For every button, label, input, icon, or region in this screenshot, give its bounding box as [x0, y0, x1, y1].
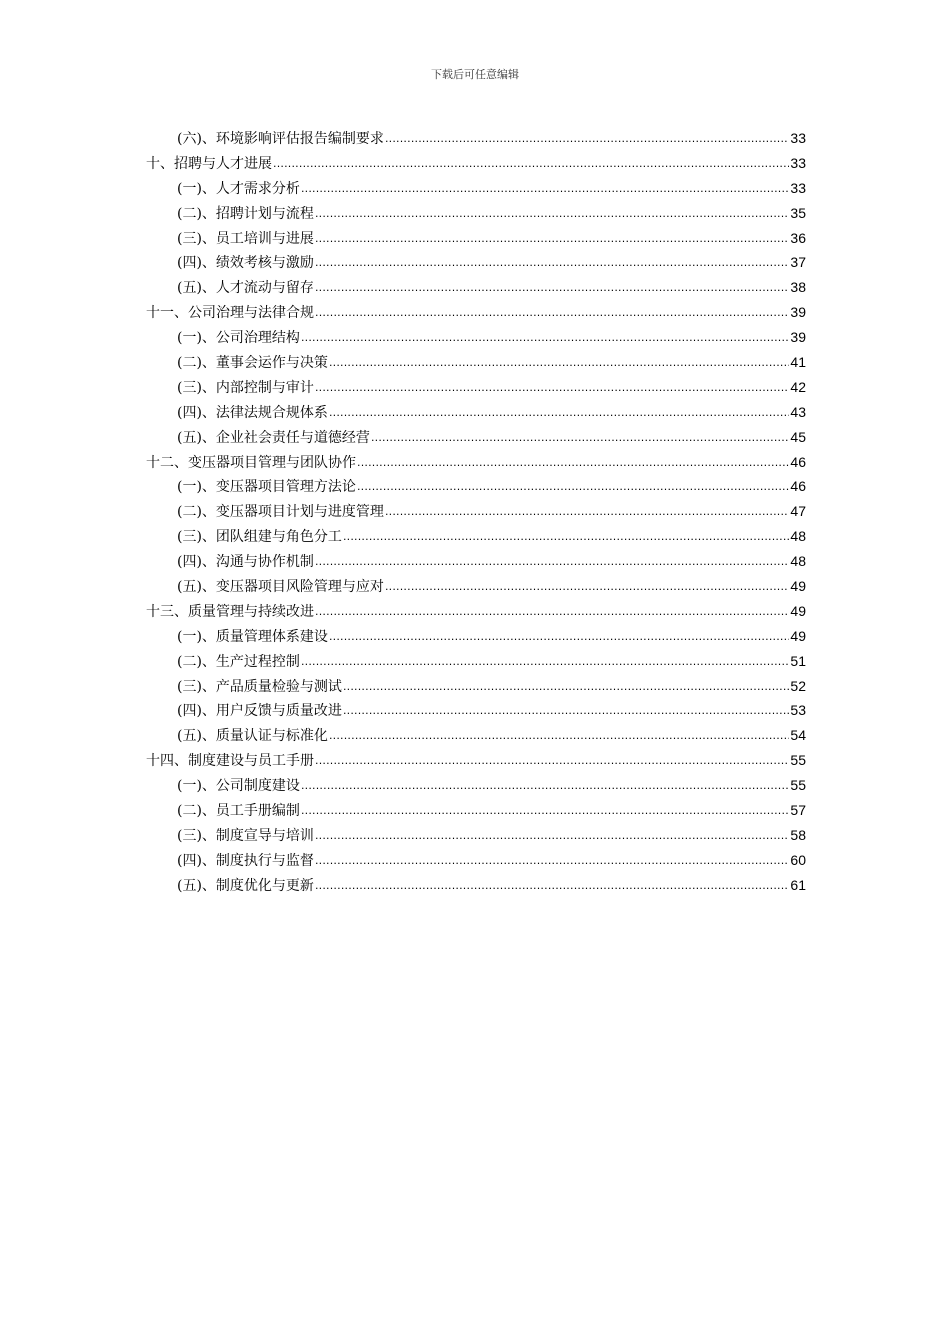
toc-entry-title: 十一、公司治理与法律合规 — [146, 305, 314, 322]
toc-section-entry[interactable] — [146, 873, 806, 898]
toc-entry-page-number: 58 — [790, 826, 806, 843]
toc-entry-page-number: 33 — [790, 130, 806, 146]
toc-entry-page-number: 37 — [790, 254, 806, 271]
toc-entry-page-number: 47 — [790, 503, 806, 520]
toc-section-entry[interactable] — [146, 325, 806, 350]
toc-entry-page-number: 60 — [790, 851, 806, 868]
toc-entry-title: (五)、人才流动与留存 — [177, 280, 314, 297]
toc-entry-page-number: 33 — [790, 154, 806, 171]
toc-section-entry[interactable] — [146, 250, 806, 275]
toc-dot-leader — [301, 798, 789, 824]
toc-section-entry[interactable] — [146, 624, 806, 649]
toc-entry-title: (四)、法律法规合规体系 — [177, 404, 328, 421]
toc-chapter-entry[interactable] — [146, 748, 806, 773]
toc-dot-leader — [315, 873, 789, 899]
toc-entry-title: (四)、沟通与协作机制 — [177, 554, 314, 571]
toc-entry-title: 十、招聘与人才进展 — [146, 155, 272, 172]
toc-entry-title: (三)、团队组建与角色分工 — [177, 529, 342, 546]
toc-dot-leader — [385, 126, 789, 152]
toc-entry-title: (四)、制度执行与监督 — [177, 852, 314, 869]
toc-entry-title: (五)、企业社会责任与道德经营 — [177, 429, 370, 446]
toc-chapter-entry[interactable] — [146, 599, 806, 624]
toc-section-entry[interactable] — [146, 773, 806, 798]
toc-entry-page-number: 46 — [790, 453, 806, 470]
toc-section-entry[interactable] — [146, 400, 806, 425]
toc-chapter-entry[interactable] — [146, 450, 806, 475]
toc-entry-page-number: 36 — [790, 229, 806, 246]
toc-entry-page-number: 49 — [790, 627, 806, 644]
toc-entry-title: (二)、董事会运作与决策 — [177, 355, 328, 372]
toc-section-entry[interactable] — [146, 823, 806, 848]
toc-dot-leader — [357, 450, 789, 476]
toc-entry-title: 十三、质量管理与持续改进 — [146, 603, 314, 620]
toc-entry-title: (三)、内部控制与审计 — [177, 379, 314, 396]
toc-entry-title: (一)、人才需求分析 — [177, 180, 300, 197]
toc-entry-title: (一)、公司制度建设 — [177, 778, 300, 795]
toc-entry-page-number: 48 — [790, 553, 806, 570]
toc-section-entry[interactable] — [146, 474, 806, 499]
toc-entry-page-number: 35 — [790, 204, 806, 221]
toc-dot-leader — [385, 574, 789, 600]
toc-entry-page-number: 38 — [790, 279, 806, 296]
toc-entry-page-number: 53 — [790, 702, 806, 719]
toc-section-entry[interactable] — [146, 574, 806, 599]
toc-dot-leader — [329, 723, 789, 749]
toc-entry-page-number: 43 — [790, 403, 806, 420]
toc-dot-leader — [343, 524, 789, 550]
toc-dot-leader — [315, 823, 789, 849]
toc-dot-leader — [315, 549, 789, 575]
toc-dot-leader — [329, 350, 789, 376]
toc-entry-title: (五)、制度优化与更新 — [177, 877, 314, 894]
toc-dot-leader — [329, 400, 789, 426]
toc-entry-title: (二)、员工手册编制 — [177, 803, 300, 820]
toc-dot-leader — [301, 649, 789, 675]
toc-section-entry[interactable] — [146, 176, 806, 201]
toc-entry-title: (三)、员工培训与进展 — [177, 230, 314, 247]
toc-dot-leader — [343, 698, 789, 724]
page-header: 下载后可任意编辑 — [431, 68, 519, 81]
toc-dot-leader — [315, 300, 789, 326]
toc-dot-leader — [315, 375, 789, 401]
toc-section-entry[interactable] — [146, 524, 806, 549]
toc-section-entry[interactable] — [146, 226, 806, 251]
toc-dot-leader — [273, 151, 789, 177]
toc-section-entry[interactable] — [146, 723, 806, 748]
toc-entry-title: (一)、公司治理结构 — [177, 330, 300, 347]
toc-section-entry[interactable] — [146, 201, 806, 226]
toc-dot-leader — [315, 226, 789, 252]
toc-dot-leader — [315, 848, 789, 874]
toc-entry-page-number: 52 — [790, 677, 806, 694]
toc-entry-page-number: 55 — [790, 752, 806, 769]
toc-entry-page-number: 48 — [790, 528, 806, 545]
toc-dot-leader — [315, 201, 789, 227]
toc-entry-page-number: 39 — [790, 304, 806, 321]
toc-entry-title: (二)、招聘计划与流程 — [177, 205, 314, 222]
toc-dot-leader — [301, 773, 789, 799]
table-of-contents — [146, 126, 806, 898]
toc-entry-page-number: 45 — [790, 428, 806, 445]
toc-section-entry[interactable] — [146, 698, 806, 723]
toc-section-entry[interactable] — [146, 848, 806, 873]
toc-entry-page-number: 61 — [790, 876, 806, 893]
toc-entry-title: (二)、变压器项目计划与进度管理 — [177, 504, 384, 521]
toc-entry-page-number: 55 — [790, 777, 806, 794]
toc-dot-leader — [315, 250, 789, 276]
toc-section-entry[interactable] — [146, 798, 806, 823]
toc-dot-leader — [301, 325, 789, 351]
toc-section-entry[interactable] — [146, 425, 806, 450]
toc-entry-page-number: 33 — [790, 179, 806, 196]
toc-section-entry[interactable] — [146, 350, 806, 375]
toc-section-entry[interactable] — [146, 126, 806, 151]
toc-section-entry[interactable] — [146, 499, 806, 524]
toc-dot-leader — [343, 674, 789, 700]
toc-chapter-entry[interactable] — [146, 300, 806, 325]
toc-entry-title: (三)、产品质量检验与测试 — [177, 678, 342, 695]
toc-entry-page-number: 42 — [790, 378, 806, 395]
toc-entry-title: (一)、质量管理体系建设 — [177, 628, 328, 645]
toc-section-entry[interactable] — [146, 275, 806, 300]
toc-dot-leader — [329, 624, 789, 650]
toc-dot-leader — [315, 599, 789, 625]
toc-entry-page-number: 39 — [790, 329, 806, 346]
toc-chapter-entry[interactable] — [146, 151, 806, 176]
toc-entry-page-number: 54 — [790, 727, 806, 744]
toc-entry-title: (四)、绩效考核与激励 — [177, 255, 314, 272]
toc-entry-page-number: 46 — [790, 478, 806, 495]
toc-entry-title: (三)、制度宣导与培训 — [177, 827, 314, 844]
toc-entry-title: 十四、制度建设与员工手册 — [146, 753, 314, 770]
toc-entry-page-number: 41 — [790, 354, 806, 371]
toc-entry-page-number: 57 — [790, 802, 806, 819]
toc-dot-leader — [385, 499, 789, 525]
toc-entry-title: (六)、环境影响评估报告编制要求 — [177, 131, 384, 147]
toc-dot-leader — [371, 425, 789, 451]
toc-dot-leader — [357, 474, 789, 500]
toc-entry-page-number: 49 — [790, 578, 806, 595]
toc-section-entry[interactable] — [146, 375, 806, 400]
toc-dot-leader — [315, 748, 789, 774]
toc-section-entry[interactable] — [146, 674, 806, 699]
toc-entry-page-number: 49 — [790, 602, 806, 619]
toc-entry-title: (一)、变压器项目管理方法论 — [177, 479, 356, 496]
toc-dot-leader — [301, 176, 789, 202]
toc-dot-leader — [315, 275, 789, 301]
toc-entry-title: (五)、质量认证与标准化 — [177, 728, 328, 745]
toc-entry-title: 十二、变压器项目管理与团队协作 — [146, 454, 356, 471]
toc-entry-title: (四)、用户反馈与质量改进 — [177, 703, 342, 720]
toc-entry-page-number: 51 — [790, 652, 806, 669]
toc-section-entry[interactable] — [146, 549, 806, 574]
toc-section-entry[interactable] — [146, 649, 806, 674]
toc-entry-title: (二)、生产过程控制 — [177, 653, 300, 670]
toc-entry-title: (五)、变压器项目风险管理与应对 — [177, 579, 384, 596]
